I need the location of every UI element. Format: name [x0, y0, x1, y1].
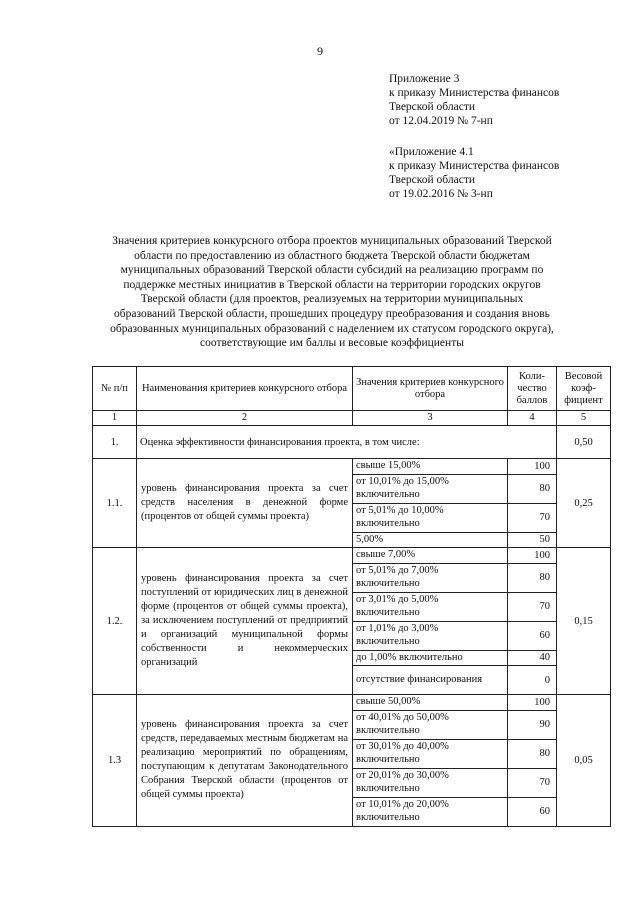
criterion-name: уровень финансирования проекта за счет средств населения в денежной форме (процентов от общей суммы проекта): [137, 459, 353, 548]
title-line: образованных муниципальных образований с наделением их статусом городского округа),: [110, 322, 554, 335]
column-number: 3: [353, 411, 508, 426]
appendix-line: от 12.04.2019 № 7-нп: [389, 115, 493, 127]
criteria-table: [92, 366, 611, 827]
header-num: № п/п: [93, 367, 137, 411]
title-line: образований Тверской области, прошедших процедуру преобразования и создания вновь: [114, 307, 550, 320]
points: 100: [508, 695, 557, 711]
appendix-line: Тверской области: [389, 174, 475, 186]
points: 60: [508, 621, 557, 650]
appendix-3-header: [389, 72, 559, 128]
points: 100: [508, 459, 557, 475]
appendix-line: к приказу Министерства финансов: [389, 87, 560, 99]
criterion-value: свыше 50,00%: [353, 695, 508, 711]
criterion-value: от 30,01% до 40,00% включительно: [353, 739, 508, 768]
column-number-row: [93, 411, 611, 426]
appendix-line: к приказу Министерства финансов: [389, 160, 560, 172]
criterion-value: от 20,01% до 30,00% включительно: [353, 768, 508, 797]
header-name: Наименования критериев конкурсного отбора: [137, 367, 353, 411]
header-points: Коли-чество баллов: [508, 367, 557, 411]
criterion-value: от 3,01% до 5,00% включительно: [353, 592, 508, 621]
title-line: Тверской области (для проектов, реализуемых на территории муниципальных: [140, 293, 524, 306]
weight-coefficient: 0,15: [557, 548, 611, 695]
points: 100: [508, 548, 557, 564]
page-number: 9: [317, 44, 323, 58]
criterion-value: свыше 7,00%: [353, 548, 508, 564]
title-line: области по предоставлению из областного бюджета Тверской области бюджетам: [134, 249, 530, 262]
column-number: 4: [508, 411, 557, 426]
title-line: поддержке местных инициатив в Тверской области на территории городских округов: [123, 278, 541, 291]
column-number: 2: [137, 411, 353, 426]
criterion-value: отсутствие финансирования: [353, 666, 508, 695]
weight-coefficient: 0,05: [557, 695, 611, 827]
criterion-name: уровень финансирования проекта за счет средств, передаваемых местным бюджетам на реализацию мероприятий по обращениям, поступающим к депутатам Законодательного Собрания Тверской области (процентов от общей суммы проекта): [137, 695, 353, 827]
criterion-value: до 1,00% включительно: [353, 650, 508, 666]
table-header-row: [93, 367, 611, 411]
appendix-line: Тверской области: [389, 101, 475, 113]
points: 0: [508, 666, 557, 695]
points: 50: [508, 532, 557, 548]
criterion-value: от 10,01% до 20,00% включительно: [353, 797, 508, 826]
points: 90: [508, 710, 557, 739]
points: 70: [508, 768, 557, 797]
title-line: муниципальных образований Тверской области субсидий на реализацию программ по: [120, 264, 544, 277]
title-line: соответствующие им баллы и весовые коэффициенты: [200, 337, 464, 350]
row-number: 1.2.: [93, 548, 137, 695]
criterion-value: от 10,01% до 15,00% включительно: [353, 474, 508, 503]
appendix-line: от 19.02.2016 № 3-нп: [389, 188, 493, 200]
criterion-value: 5,00%: [353, 532, 508, 548]
criterion-name: уровень финансирования проекта за счет поступлений от юридических лиц в денежной форме (процентов от общей суммы проекта), за исключением поступлений от предприятий и организаций муниципальной формы собственности и некоммерческих организаций: [137, 548, 353, 695]
criterion-value: от 5,01% до 10,00% включительно: [353, 503, 508, 532]
points: 80: [508, 563, 557, 592]
points: 80: [508, 474, 557, 503]
table-row: [93, 695, 611, 711]
appendix-line: «Приложение 4.1: [389, 146, 474, 158]
points: 60: [508, 797, 557, 826]
header-weight: Весовой коэф-фициент: [557, 367, 611, 411]
points: 40: [508, 650, 557, 666]
table-row: [93, 548, 611, 564]
document-title: [82, 234, 582, 351]
criterion-value: свыше 15,00%: [353, 459, 508, 475]
appendix-line: Приложение 3: [389, 73, 460, 85]
column-number: 1: [93, 411, 137, 426]
column-number: 5: [557, 411, 611, 426]
points: 70: [508, 503, 557, 532]
criterion-value: от 1,01% до 3,00% включительно: [353, 621, 508, 650]
criterion-value: от 5,01% до 7,00% включительно: [353, 563, 508, 592]
points: 70: [508, 592, 557, 621]
criterion-value: от 40,01% до 50,00% включительно: [353, 710, 508, 739]
title-line: Значения критериев конкурсного отбора проектов муниципальных образований Тверской: [112, 235, 552, 247]
row-number: 1.1.: [93, 459, 137, 548]
row-number: 1.3: [93, 695, 137, 827]
weight-coefficient: 0,50: [557, 426, 611, 459]
points: 80: [508, 739, 557, 768]
weight-coefficient: 0,25: [557, 459, 611, 548]
table-row: [93, 426, 611, 459]
row-number: 1.: [93, 426, 137, 459]
appendix-4-1-header: [389, 145, 559, 201]
header-values: Значения критериев конкурсного отбора: [353, 367, 508, 411]
table-row: [93, 459, 611, 475]
criterion-name: Оценка эффективности финансирования проекта, в том числе:: [137, 426, 557, 459]
